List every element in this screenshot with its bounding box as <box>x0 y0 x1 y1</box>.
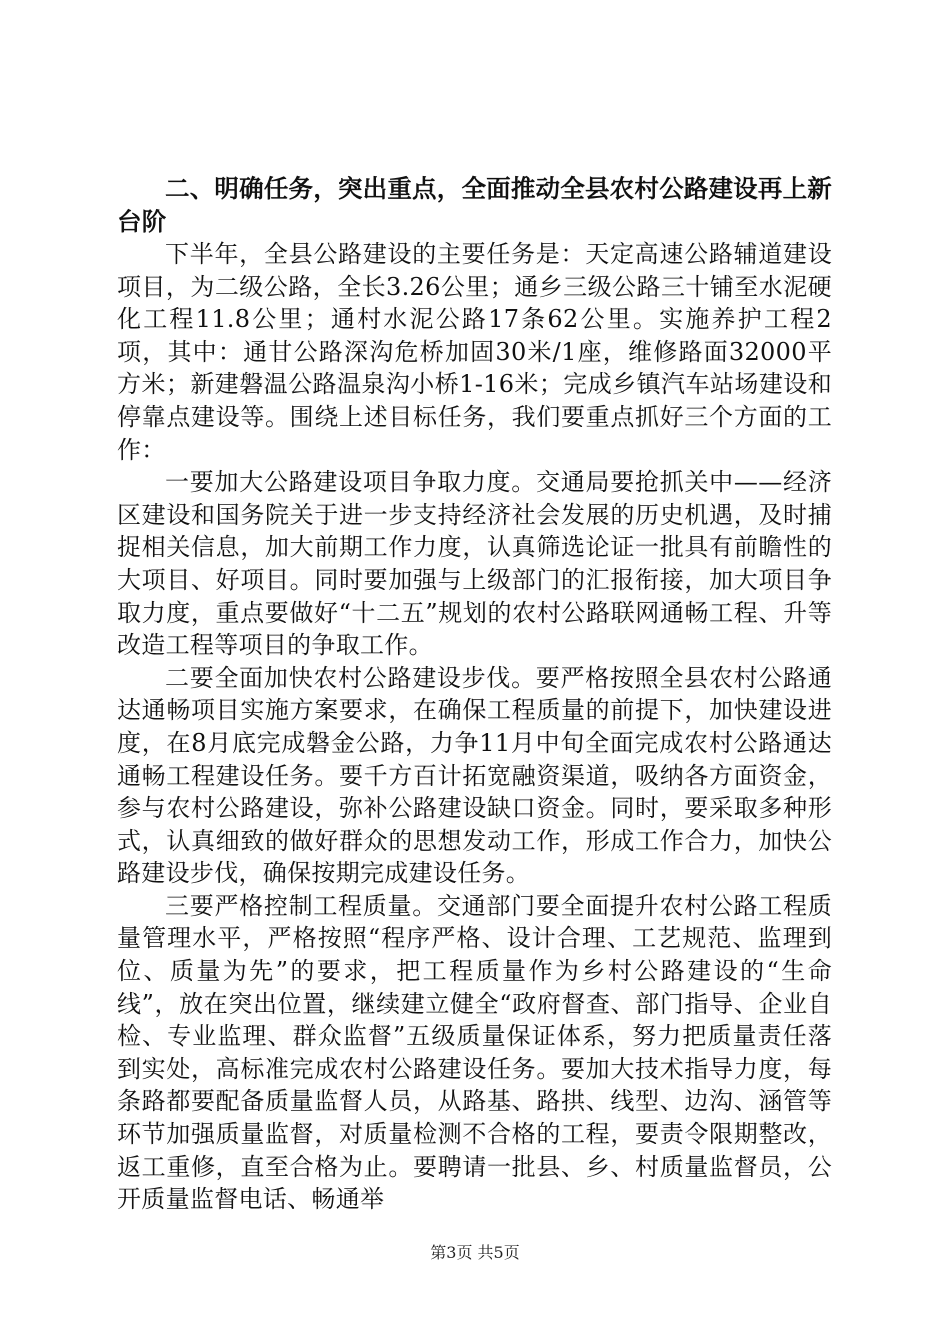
paragraph-project-funding: 一要加大公路建设项目争取力度。交通局要抢抓关中——经济区建设和国务院关于进一步支持经济社会发展的历史机遇，及时捕捉相关信息，加大前期工作力度，认真筛选论证一批具有前瞻性的大项目、好项目。同时要加强与上级部门的汇报衔接，加大项目争取力度，重点要做好“十二五”规划的农村公路联网通畅工程、升等改造工程等项目的争取工作。 <box>117 468 832 660</box>
paragraph-quality-control: 三要严格控制工程质量。交通部门要全面提升农村公路工程质量管理水平，严格按照“程序严格、设计合理、工艺规范、监理到位、质量为先”的要求，把工程质量作为乡村公路建设的“生命线”，放在突出位置，继续建立健全“政府督查、部门指导、企业自检、专业监理、群众监督”五级质量保证体系，努力把质量责任落到实处，高标准完成农村公路建设任务。要加大技术指导力度，每条路都要配备质量监督人员，从路基、路拱、线型、边沟、涵管等环节加强质量监督，对质量检测不合格的工程，要责令限期整改，返工重修，直至合格为止。要聘请一批县、乡、村质量监督员，公开质量监督电话、畅通举 <box>117 891 832 1214</box>
section-heading: 二、明确任务，突出重点，全面推动全县农村公路建设再上新台阶 <box>117 174 832 236</box>
page-number-footer: 第3页 共5页 <box>430 1243 520 1262</box>
document-body <box>117 172 832 1216</box>
paragraph-construction-pace: 二要全面加快农村公路建设步伐。要严格按照全县农村公路通达通畅项目实施方案要求，在确保工程质量的前提下，加快建设进度，在8月底完成磐金公路，力争11月中旬全面完成农村公路通达通畅工程建设任务。要千方百计拓宽融资渠道，吸纳各方面资金，参与农村公路建设，弥补公路建设缺口资金。同时，要采取多种形式，认真细致的做好群众的思想发动工作，形成工作合力，加快公路建设步伐，确保按期完成建设任务。 <box>117 663 832 888</box>
paragraph-main-tasks: 下半年，全县公路建设的主要任务是：天定高速公路辅道建设项目，为二级公路，全长3.26公里；通乡三级公路三十铺至水泥硬化工程11.8公里；通村水泥公路17条62公里。实施养护工程2项，其中：通甘公路深沟危桥加固30米/1座，维修路面32000平方米；新建磐温公路温泉沟小桥1-16米；完成乡镇汽车站场建设和停靠点建设等。围绕上述目标任务，我们要重点抓好三个方面的工作： <box>117 240 832 464</box>
